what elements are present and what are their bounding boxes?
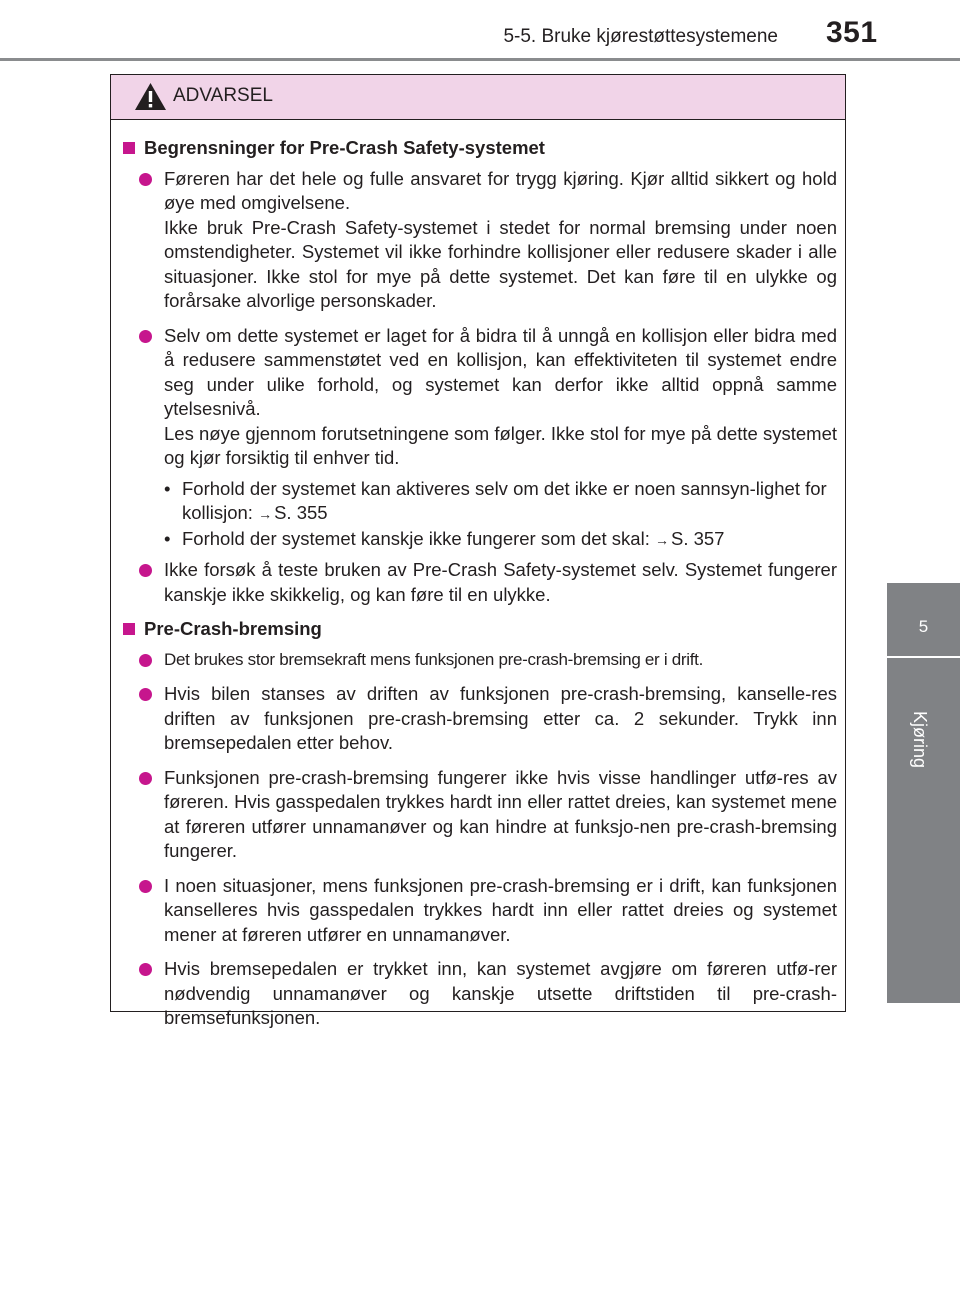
list-item: [123, 957, 837, 1031]
list-item: [123, 874, 837, 948]
page-number: 351: [826, 16, 878, 49]
circle-bullet-icon: [139, 564, 152, 577]
warning-triangle-icon: [134, 82, 167, 111]
square-marker-icon: [123, 142, 135, 154]
warning-body: [111, 120, 845, 1031]
paragraph: Les nøye gjennom forutsetningene som følger. Ikke stol for mye på dette systemet og kjør forsiktig til enhver tid.: [164, 422, 837, 468]
paragraph: Ikke bruk Pre-Crash Safety-systemet i stedet for normal bremsing under noen omstendigheter. Systemet vil ikke forhindre kollisjoner eller redusere skader i alle situasjoner. Ikke stol for mye på dette systemet. Det kan føre til en ulykke og forårsake alvorlige personskader.: [164, 216, 837, 311]
paragraph: Føreren har det hele og fulle ansvaret for trygg kjøring. Kjør alltid sikkert og hold øye med omgivelsene.: [164, 167, 837, 213]
chapter-number: 5: [918, 617, 929, 636]
running-header: 5-5. Bruke kjørestøttesystemene: [503, 26, 778, 47]
warning-box: [110, 74, 846, 1028]
list-item: [123, 682, 837, 756]
circle-bullet-icon: [139, 654, 152, 667]
paragraph: Funksjonen pre-crash-bremsing fungerer ikke hvis visse handlinger utfø-res av føreren. Hvis gasspedalen trykkes hardt inn eller rattet dreies, kan systemet mene at føreren utfører unnamanøver og kan hindre at funksjo-nen pre-crash-bremsing fungerer.: [164, 766, 837, 861]
square-marker-icon: [123, 623, 135, 635]
paragraph: I noen situasjoner, mens funksjonen pre-crash-bremsing er i drift, kan funksjonen kanselleres hvis gasspedalen trykkes hardt inn eller rattet dreies og systemet mener at føreren utfører en unnamanøver.: [164, 874, 837, 945]
sub-list-item: • Forhold der systemet kan aktiveres selv om det ikke er noen sannsyn-lighet for kollisjon: → S. 355: [164, 477, 827, 523]
section-heading: Begrensninger for Pre-Crash Safety-systemet: [123, 136, 837, 161]
paragraph: Ikke forsøk å teste bruken av Pre-Crash Safety-systemet selv. Systemet fungerer kanskje ikke skikkelig, og kan føre til en ulykke.: [164, 559, 837, 605]
list-item: [123, 766, 837, 864]
list-item: [123, 324, 837, 471]
sub-list: [123, 477, 837, 553]
list-item: [123, 558, 837, 607]
chapter-tab: [887, 583, 960, 1003]
section-heading: Pre-Crash-bremsing: [123, 617, 837, 642]
circle-bullet-icon: [139, 688, 152, 701]
circle-bullet-icon: [139, 880, 152, 893]
circle-bullet-icon: [139, 330, 152, 343]
circle-bullet-icon: [139, 772, 152, 785]
paragraph: Det brukes stor bremsekraft mens funksjonen pre-crash-bremsing er i drift.: [164, 649, 704, 669]
circle-bullet-icon: [139, 963, 152, 976]
page-reference[interactable]: S. 357: [670, 527, 725, 549]
list-item: [123, 167, 837, 314]
page-reference[interactable]: S. 355: [274, 502, 328, 523]
arrow-right-icon: →: [654, 531, 669, 548]
header-rule: [0, 58, 960, 61]
warning-title: ADVARSEL: [173, 85, 273, 106]
arrow-right-icon: →: [258, 506, 273, 522]
paragraph: Hvis bremsepedalen er trykket inn, kan systemet avgjøre om føreren utfø-rer nødvendig unnamanøver og kanskje utsette driftstiden til pre-crash-bremsefunksjonen.: [164, 958, 837, 1028]
paragraph: Hvis bilen stanses av driften av funksjonen pre-crash-bremsing, kanselle-res driften av funksjonen pre-crash-bremsing etter ca. 2 sekunder. Trykk inn bremsepedalen etter behov.: [164, 683, 837, 753]
warning-header: [111, 75, 845, 120]
list-item: [123, 648, 837, 673]
chapter-divider: [887, 656, 960, 658]
circle-bullet-icon: [139, 173, 152, 186]
chapter-name: Kjøring: [910, 711, 930, 769]
paragraph: Selv om dette systemet er laget for å bidra til å unngå en kollisjon eller bidra med å redusere sammenstøtet ved en kollisjon, kan effektiviteten til systemet endre seg under ulike forhold, og systemet kan derfor ikke alltid oppnå samme ytelsesnivå.: [164, 324, 837, 419]
sub-list-item: • Forhold der systemet kanskje ikke fungerer som det skal: → S. 357: [164, 527, 725, 549]
